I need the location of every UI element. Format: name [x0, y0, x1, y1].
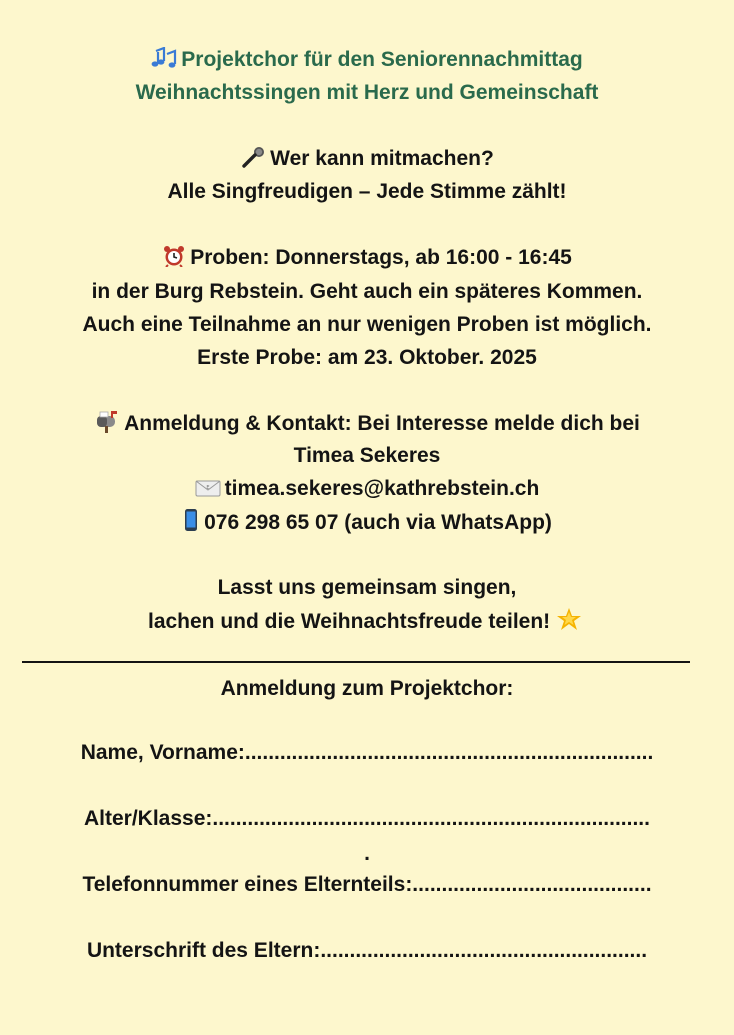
musical-notes-icon	[151, 46, 177, 74]
contact-line-1	[0, 409, 734, 438]
svg-text:E: E	[206, 485, 210, 491]
contact-phone[interactable]: 076 298 65 07 (auch via WhatsApp)	[204, 511, 552, 534]
title-line-1	[0, 46, 734, 74]
contact-phone-line	[0, 508, 734, 537]
contact-email-line	[0, 475, 734, 503]
mailbox-icon	[94, 409, 120, 438]
rehearsal-line-1-text: Proben: Donnerstags, ab 16:00 - 16:45	[190, 246, 572, 269]
rehearsal-line-4: Erste Probe: am 23. Oktober. 2025	[197, 346, 537, 369]
who-heading	[0, 145, 734, 173]
age-field[interactable]: Alter/Klasse:...........................................................................	[84, 807, 650, 830]
name-field[interactable]: Name, Vorname:......................................................................	[80, 741, 654, 764]
rehearsal-line-1	[0, 244, 734, 272]
contact-email[interactable]: timea.sekeres@kathrebstein.ch	[224, 477, 540, 500]
who-text: Alle Singfreudigen – Jede Stimme zählt!	[167, 180, 567, 203]
closing-line-2	[0, 607, 734, 636]
mobile-phone-icon	[182, 508, 200, 537]
glowing-star-icon	[556, 607, 582, 636]
stray-dot: .	[364, 842, 370, 865]
divider-line	[22, 661, 690, 663]
title-text-1: Projektchor für den Seniorennachmittag	[181, 48, 583, 71]
title-line-2: Weihnachtssingen mit Herz und Gemeinschaft	[135, 81, 599, 104]
rehearsal-line-2: in der Burg Rebstein. Geht auch ein späteres Kommen.	[91, 280, 643, 303]
parent-signature-field[interactable]: Unterschrift des Eltern:........................................................	[86, 939, 648, 962]
contact-name: Timea Sekeres	[293, 444, 441, 467]
contact-line-1-text: Anmeldung & Kontakt: Bei Interesse melde dich bei	[124, 412, 640, 435]
who-heading-text: Wer kann mitmachen?	[270, 147, 494, 170]
form-heading: Anmeldung zum Projektchor:	[220, 677, 514, 700]
alarm-clock-icon	[162, 244, 186, 272]
rehearsal-line-3: Auch eine Teilnahme an nur wenigen Proben ist möglich.	[82, 313, 652, 336]
closing-line-2-text: lachen und die Weihnachtsfreude teilen!	[147, 610, 551, 633]
parent-phone-field[interactable]: Telefonnummer eines Elternteils:.........................................	[82, 873, 652, 896]
microphone-icon	[240, 145, 266, 173]
closing-line-1: Lasst uns gemeinsam singen,	[217, 576, 517, 599]
envelope-icon	[195, 475, 221, 503]
